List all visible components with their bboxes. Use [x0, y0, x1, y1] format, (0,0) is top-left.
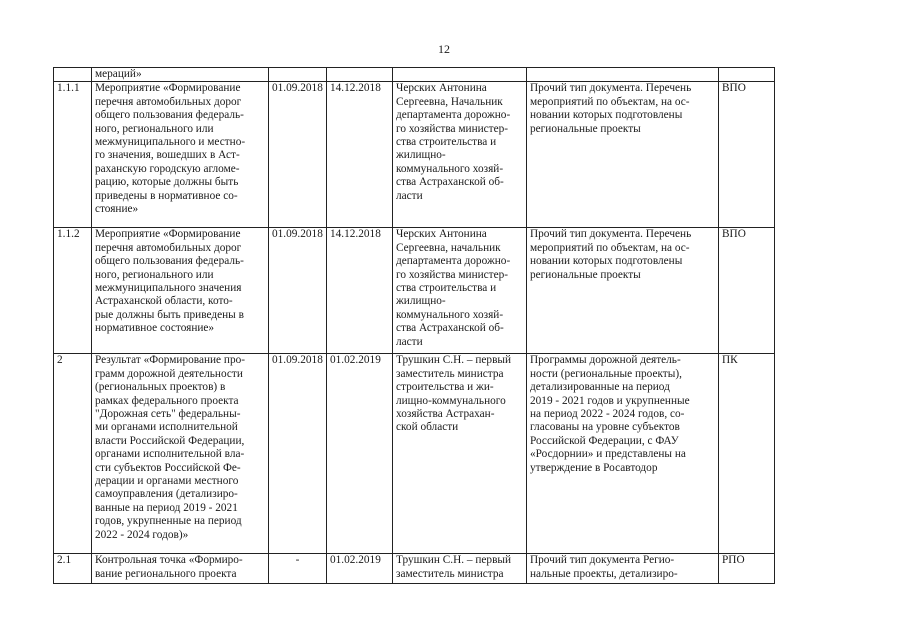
- page-number: 12: [438, 42, 450, 56]
- level-cell: ВПО: [719, 228, 775, 354]
- table-row: [54, 354, 775, 554]
- table-row: [54, 82, 775, 228]
- table-row: [54, 228, 775, 354]
- responsible-cell: Трушкин С.Н. – первый заместитель министра: [393, 554, 527, 584]
- start-date-cell: 01.09.2018: [269, 82, 327, 228]
- document-cell: Программы дорожной деятель- ности (региональные проекты), детализированные на период 2019 - 2021 годов и укрупненные на период 2022 - 2024 годов, со- гласованы на уровне субъектов Российской Федерации, с ФАУ «Росдорнии» и представлены на утверждение в Росавтодор: [527, 354, 719, 554]
- start-date-cell: [269, 68, 327, 82]
- document-cell: Прочий тип документа Регио- нальные проекты, детализиро-: [527, 554, 719, 584]
- table-row: [54, 68, 775, 82]
- row-number-cell: 1.1.1: [54, 82, 92, 228]
- responsible-cell: Черских Антонина Сергеевна, начальник департамента дорожно- го хозяйства министер- ства строительства и жилищно- коммунального хозяй- ства Астраханской об- ласти: [393, 228, 527, 354]
- name-cell: Мероприятие «Формирование перечня автомобильных дорог общего пользования федераль- ного, регионального или межмуниципального значения Астраханской области, кото- рые должны быть приведены в нормативное состояние»: [92, 228, 269, 354]
- start-date-cell: 01.09.2018: [269, 354, 327, 554]
- start-date-cell: -: [269, 554, 327, 584]
- document-cell: Прочий тип документа. Перечень мероприятий по объектам, на ос- новании которых подготовлены региональные проекты: [527, 82, 719, 228]
- responsible-cell: Трушкин С.Н. – первый заместитель министра строительства и жи- лищно-коммунального хозяйства Астрахан- ской области: [393, 354, 527, 554]
- document-cell: Прочий тип документа. Перечень мероприятий по объектам, на ос- новании которых подготовлены региональные проекты: [527, 228, 719, 354]
- responsible-cell: Черских Антонина Сергеевна, Начальник департамента дорожно- го хозяйства министер- ства строительства и жилищно- коммунального хозяй- ства Астраханской об- ласти: [393, 82, 527, 228]
- level-cell: ВПО: [719, 82, 775, 228]
- level-cell: РПО: [719, 554, 775, 584]
- start-date-cell: 01.09.2018: [269, 228, 327, 354]
- plan-table: [53, 67, 775, 584]
- name-cell: Контрольная точка «Формиро- вание регионального проекта: [92, 554, 269, 584]
- end-date-cell: 14.12.2018: [327, 82, 393, 228]
- end-date-cell: 01.02.2019: [327, 554, 393, 584]
- name-cell: Результат «Формирование про- грамм дорожной деятельности (региональных проектов) в рамках федерального проекта "Дорожная сеть" федеральны- ми органами исполнительной власти Российской Федерации, органами исполнительной вла- сти субъектов Российской Фе- дерации и органами местного самоуправления (детализиро- ванные на период 2019 - 2021 годов, укрупненные на период 2022 - 2024 годов)»: [92, 354, 269, 554]
- document-cell: [527, 68, 719, 82]
- row-number-cell: 2: [54, 354, 92, 554]
- level-cell: ПК: [719, 354, 775, 554]
- end-date-cell: 14.12.2018: [327, 228, 393, 354]
- end-date-cell: 01.02.2019: [327, 354, 393, 554]
- end-date-cell: [327, 68, 393, 82]
- responsible-cell: [393, 68, 527, 82]
- name-cell: Мероприятие «Формирование перечня автомобильных дорог общего пользования федераль- ного, регионального или межмуниципального и местно- го значения, вошедших в Аст- раханскую городскую агломе- рацию, которые должны быть приведены в нормативное со- стояние»: [92, 82, 269, 228]
- name-cell: мераций»: [92, 68, 269, 82]
- level-cell: [719, 68, 775, 82]
- row-number-cell: 2.1: [54, 554, 92, 584]
- row-number-cell: 1.1.2: [54, 228, 92, 354]
- row-number-cell: [54, 68, 92, 82]
- table-row: [54, 554, 775, 584]
